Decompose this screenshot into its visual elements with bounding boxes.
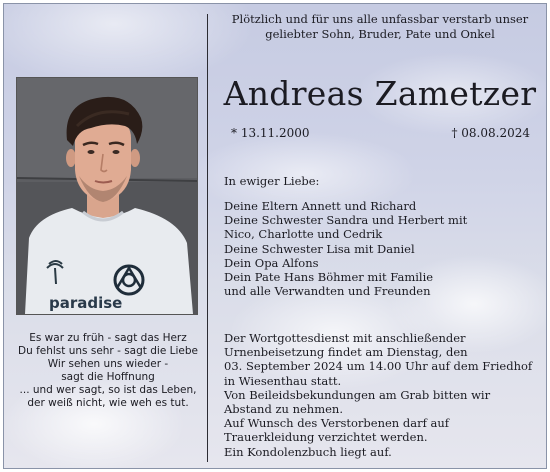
death-date: † 08.08.2024: [451, 126, 530, 140]
memorial-quote: [16, 332, 200, 410]
service-details: [224, 331, 544, 459]
greeting: In ewiger Liebe:: [224, 174, 320, 188]
deceased-name: Andreas Zametzer: [223, 74, 537, 113]
family-line: Dein Pate Hans Böhmer mit Familie: [224, 270, 434, 285]
service-line: Der Wortgottesdienst mit anschließender: [224, 331, 466, 345]
family-line: Deine Eltern Annett und Richard: [224, 199, 417, 213]
family-list: [224, 199, 544, 298]
family-line: Deine Schwester Sandra und Herbert mit: [224, 213, 468, 228]
service-line: Urnenbeisetzung findet am Dienstag, den: [224, 345, 468, 360]
intro-line: geliebter Sohn, Bruder, Pate und Onkel: [265, 26, 495, 41]
quote-line: sagt die Hoffnung: [61, 371, 155, 383]
service-line: Von Beileidsbekundungen am Grab bitten wir: [224, 387, 491, 402]
obituary-notice: [3, 3, 547, 469]
quote-line: Wir sehen uns wieder -: [47, 358, 169, 370]
service-line: in Wiesenthau statt.: [224, 373, 342, 388]
vertical-divider: [207, 14, 208, 462]
birth-date: * 13.11.2000: [231, 126, 310, 140]
family-line: und alle Verwandten und Freunden: [224, 284, 431, 299]
service-line: Auf Wunsch des Verstorbenen darf auf: [224, 416, 450, 431]
service-line: Trauerkleidung verzichtet werden.: [224, 430, 428, 445]
quote-line: Du fehlst uns sehr - sagt die Liebe: [18, 345, 198, 357]
service-line: 03. September 2024 um 14.00 Uhr auf dem Friedhof: [224, 359, 533, 374]
quote-line: ... und wer sagt, so ist das Leben,: [19, 384, 197, 396]
intro-line: Plötzlich und für uns alle unfassbar verstarb unser: [231, 12, 529, 26]
family-line: Deine Schwester Lisa mit Daniel: [224, 241, 415, 256]
portrait-photo: [16, 77, 198, 315]
family-line: Dein Opa Alfons: [224, 255, 319, 270]
portrait-illustration: [17, 78, 197, 314]
quote-line: der weiß nicht, wie weh es tut.: [27, 397, 189, 409]
announcement-intro: [212, 12, 547, 41]
quote-line: Es war zu früh - sagt das Herz: [29, 332, 187, 344]
family-line: Nico, Charlotte und Cedrik: [224, 227, 383, 242]
service-line: Ein Kondolenzbuch liegt auf.: [224, 444, 392, 459]
shirt-print-text: paradise: [49, 294, 123, 312]
service-line: Abstand zu nehmen.: [224, 402, 343, 417]
